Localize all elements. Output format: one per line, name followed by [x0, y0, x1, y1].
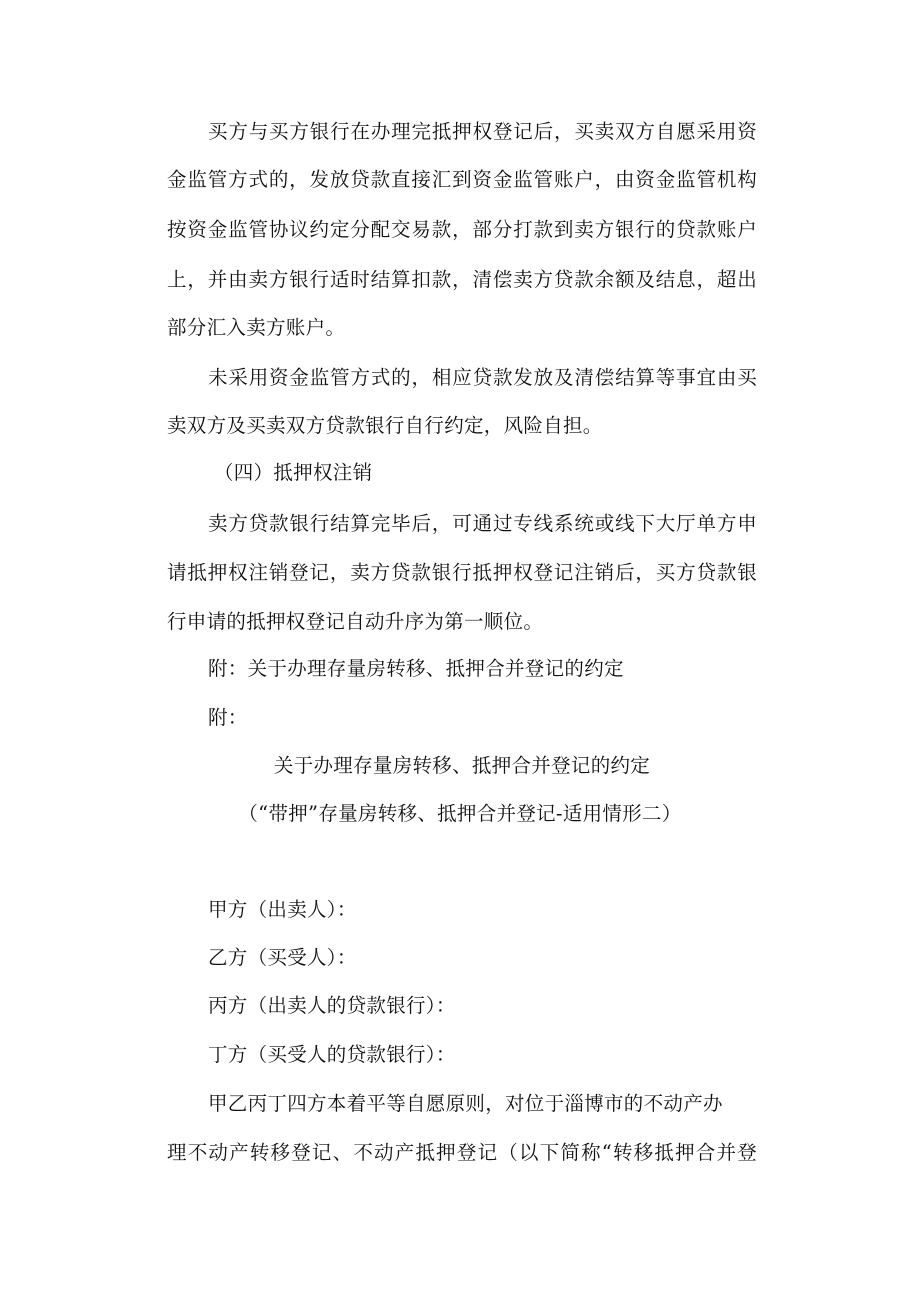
- section-heading: （四）抵押权注销: [214, 461, 373, 484]
- paragraph-line: 按资金监管协议约定分配交易款，部分打款到卖方银行的贷款账户: [167, 218, 757, 241]
- paragraph-line: 上，并由卖方银行适时结算扣款，清偿卖方贷款余额及结息，超出: [167, 268, 757, 291]
- paragraph-line: 买方与买方银行在办理完抵押权登记后，买卖双方自愿采用资: [208, 120, 757, 143]
- paragraph-line: 卖方贷款银行结算完毕后，可通过专线系统或线下大厅单方申: [208, 512, 757, 535]
- agreement-title: 关于办理存量房转移、抵押合并登记的约定: [273, 754, 651, 777]
- paragraph-line: 部分汇入卖方账户。: [167, 316, 346, 339]
- attachment-reference: 附：关于办理存量房转移、抵押合并登记的约定: [208, 657, 624, 680]
- paragraph-line: 甲乙丙丁四方本着平等自愿原则，对位于淄博市的不动产办: [208, 1092, 723, 1115]
- paragraph-line: 未采用资金监管方式的，相应贷款发放及清偿结算等事宜由买: [208, 366, 757, 389]
- paragraph-line: 理不动产转移登记、不动产抵押登记（以下简称“转移抵押合并登: [167, 1141, 757, 1164]
- attachment-label: 附：: [208, 706, 248, 729]
- agreement-subtitle: （“带押”存量房转移、抵押合并登记-适用情形二）: [238, 802, 682, 825]
- party-buyer: 乙方（买受人）：: [208, 946, 357, 969]
- party-seller-bank: 丙方（出卖人的贷款银行）：: [208, 994, 456, 1017]
- party-seller: 甲方（出卖人）：: [208, 898, 357, 921]
- paragraph-line: 行申请的抵押权登记自动升序为第一顺位。: [167, 610, 544, 633]
- paragraph-line: 请抵押权注销登记，卖方贷款银行抵押权登记注销后，买方贷款银: [167, 561, 757, 584]
- party-buyer-bank: 丁方（买受人的贷款银行）：: [208, 1043, 456, 1066]
- paragraph-line: 卖双方及买卖双方贷款银行自行约定，风险自担。: [167, 414, 603, 437]
- paragraph-line: 金监管方式的，发放贷款直接汇到资金监管账户，由资金监管机构: [167, 168, 757, 191]
